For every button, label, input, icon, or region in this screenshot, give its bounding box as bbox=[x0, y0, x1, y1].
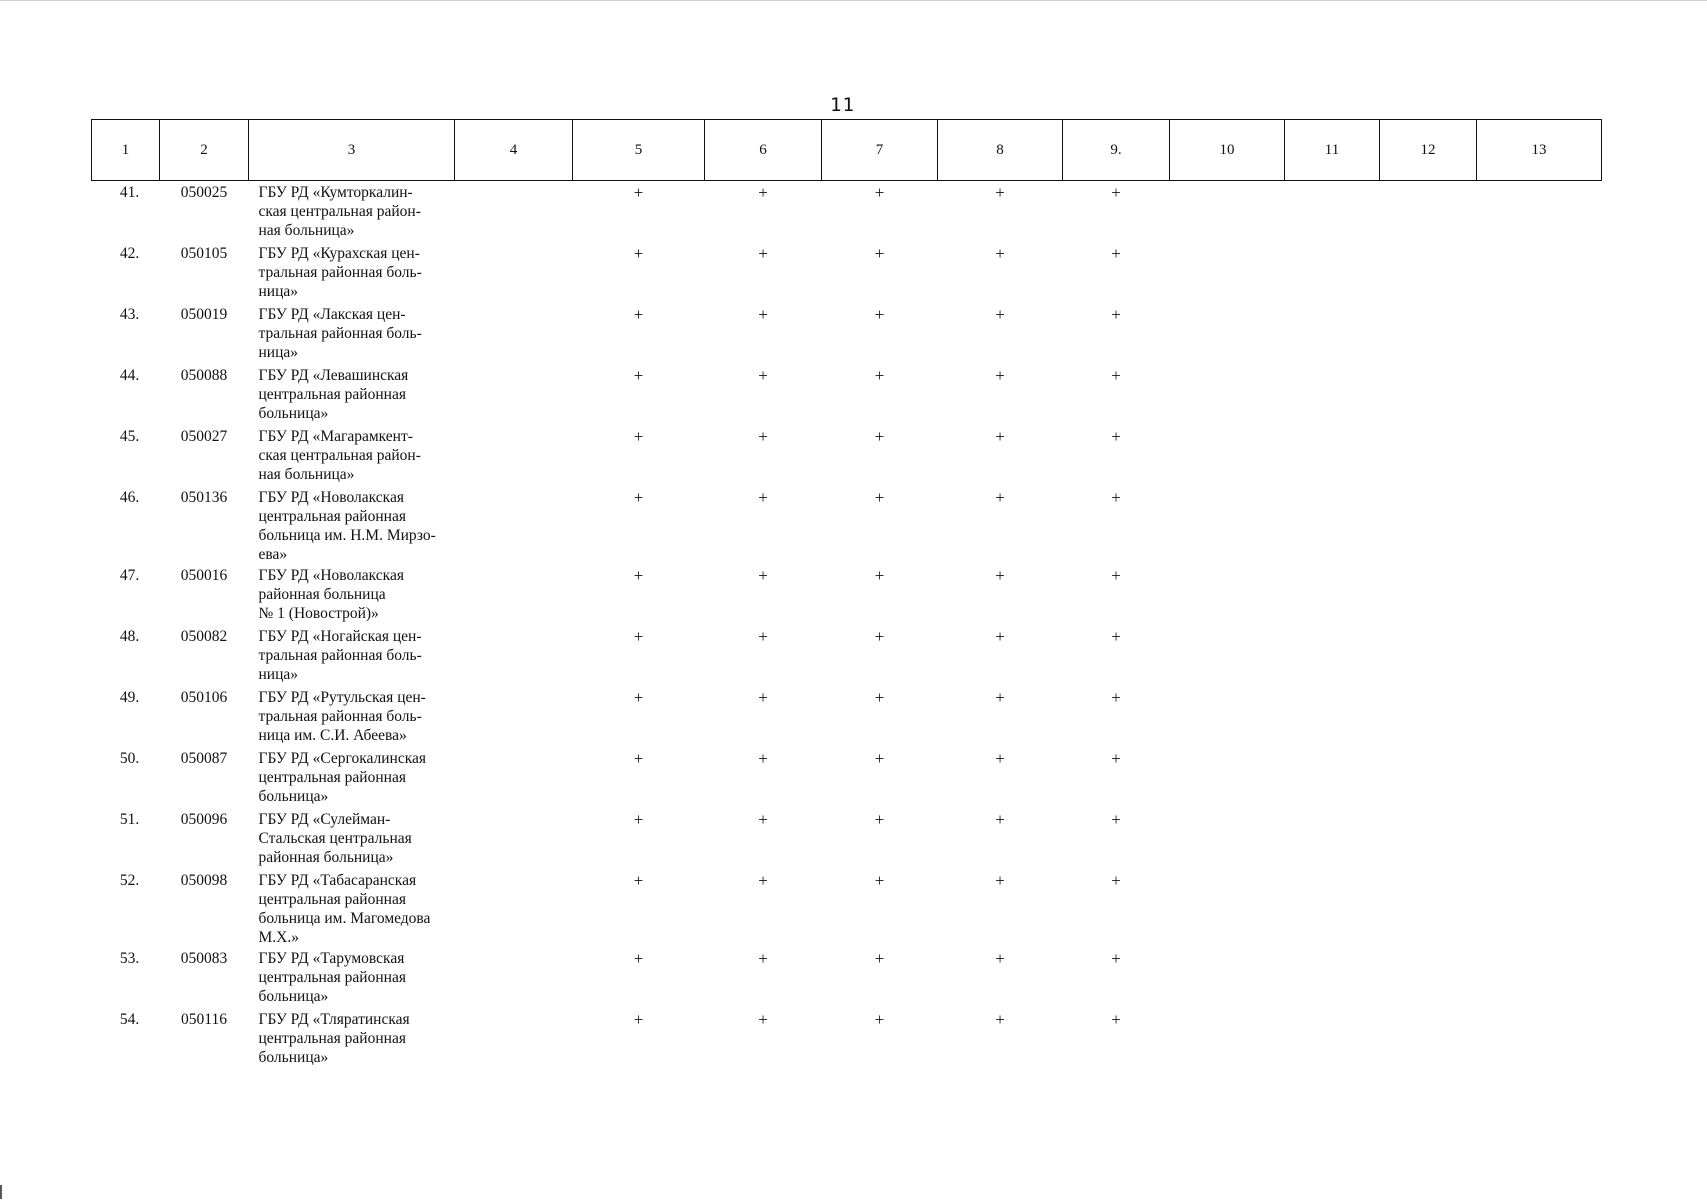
cell-col-11 bbox=[1285, 486, 1380, 564]
mark-col-7: + bbox=[874, 809, 885, 829]
institution-name bbox=[249, 869, 455, 947]
mark-col-8: + bbox=[995, 243, 1005, 263]
institution-name-line: больница» bbox=[258, 787, 329, 805]
cell-col-13 bbox=[1477, 808, 1602, 869]
institution-name bbox=[249, 486, 455, 564]
mark-col-6: + bbox=[758, 748, 768, 768]
institution-name-line: ГБУ РД «Тляратинская bbox=[258, 1010, 410, 1028]
institution-code: 050083 bbox=[180, 949, 228, 967]
cell-col-4 bbox=[455, 242, 573, 303]
cell-col-4 bbox=[455, 181, 573, 242]
cell-col-13 bbox=[1477, 625, 1602, 686]
mark-col-6: + bbox=[758, 365, 768, 385]
institution-name-line: больница им. Магомедова bbox=[258, 909, 431, 927]
mark-col-9: + bbox=[1111, 304, 1121, 324]
cell-col-12 bbox=[1380, 425, 1477, 486]
cell-col-11 bbox=[1285, 947, 1380, 1008]
institution-code: 050087 bbox=[180, 749, 228, 767]
institution-name-line: тральная районная боль- bbox=[258, 646, 422, 664]
column-header-11: 11 bbox=[1285, 120, 1380, 181]
institution-name-line: ГБУ РД «Табасаранская bbox=[258, 871, 417, 889]
cell-col-4 bbox=[455, 808, 573, 869]
cell-col-4 bbox=[455, 947, 573, 1008]
mark-col-9: + bbox=[1111, 948, 1121, 968]
row-number: 51. bbox=[119, 810, 140, 828]
header-row bbox=[92, 120, 1602, 181]
cell-col-10 bbox=[1170, 486, 1285, 564]
institution-name-line: больница им. Н.М. Мирзо- bbox=[258, 526, 436, 544]
institution-name-line: ГБУ РД «Ногайская цен- bbox=[258, 627, 422, 645]
mark-col-7: + bbox=[874, 626, 885, 646]
institution-code: 050027 bbox=[180, 427, 228, 445]
institution-name-line: Стальская центральная bbox=[258, 829, 412, 847]
institution-name-line: тральная районная боль- bbox=[258, 324, 422, 342]
mark-col-5: + bbox=[633, 870, 644, 890]
mark-col-7: + bbox=[874, 748, 885, 768]
page-number: 11 bbox=[830, 94, 855, 116]
institution-name-line: центральная районная bbox=[258, 1029, 406, 1047]
mark-col-6: + bbox=[758, 626, 768, 646]
cell-col-10 bbox=[1170, 686, 1285, 747]
table-body bbox=[92, 181, 1602, 1069]
cell-col-11 bbox=[1285, 747, 1380, 808]
table-row bbox=[92, 625, 1602, 686]
institution-name-line: ГБУ РД «Кумторкалин- bbox=[258, 184, 413, 201]
mark-col-6: + bbox=[758, 565, 768, 585]
cell-col-10 bbox=[1170, 564, 1285, 625]
institution-name-line: ГБУ РД «Курахская цен- bbox=[258, 244, 420, 262]
hospital-table bbox=[91, 119, 1602, 1069]
institution-name bbox=[249, 625, 455, 686]
institution-name bbox=[249, 1008, 455, 1069]
cell-col-10 bbox=[1170, 181, 1285, 242]
column-header-6: 6 bbox=[705, 120, 822, 181]
column-header-13: 13 bbox=[1477, 120, 1602, 181]
mark-col-6: + bbox=[758, 1009, 768, 1029]
table-row bbox=[92, 564, 1602, 625]
cell-col-12 bbox=[1380, 242, 1477, 303]
column-header-8: 8 bbox=[938, 120, 1063, 181]
table-row bbox=[92, 425, 1602, 486]
cell-col-4 bbox=[455, 425, 573, 486]
cell-col-13 bbox=[1477, 181, 1602, 242]
cell-col-11 bbox=[1285, 564, 1380, 625]
mark-col-5: + bbox=[633, 809, 644, 829]
cell-col-13 bbox=[1477, 686, 1602, 747]
institution-name-line: ная больница» bbox=[258, 465, 355, 483]
mark-col-5: + bbox=[633, 365, 644, 385]
institution-name-line: ГБУ РД «Сергокалинская bbox=[258, 749, 427, 767]
cell-col-4 bbox=[455, 564, 573, 625]
cell-col-4 bbox=[455, 364, 573, 425]
institution-name bbox=[249, 947, 455, 1008]
row-number: 48. bbox=[119, 627, 140, 645]
institution-name-line: центральная районная bbox=[258, 507, 406, 525]
table-header bbox=[92, 120, 1602, 181]
mark-col-5: + bbox=[633, 748, 644, 768]
mark-col-5: + bbox=[633, 183, 644, 202]
cell-col-10 bbox=[1170, 947, 1285, 1008]
mark-col-6: + bbox=[758, 687, 768, 707]
mark-col-6: + bbox=[758, 870, 768, 890]
institution-name-line: ская центральная район- bbox=[258, 203, 421, 220]
institution-name-line: № 1 (Новострой)» bbox=[258, 604, 379, 622]
mark-col-7: + bbox=[874, 426, 885, 446]
cell-col-10 bbox=[1170, 1008, 1285, 1069]
cell-col-13 bbox=[1477, 242, 1602, 303]
cell-col-10 bbox=[1170, 747, 1285, 808]
mark-col-9: + bbox=[1111, 870, 1121, 890]
cell-col-11 bbox=[1285, 425, 1380, 486]
table-row bbox=[92, 747, 1602, 808]
cell-col-12 bbox=[1380, 869, 1477, 947]
table-row bbox=[92, 181, 1602, 242]
institution-name-line: ГБУ РД «Сулейман- bbox=[258, 810, 391, 828]
mark-col-8: + bbox=[995, 948, 1005, 968]
cell-col-10 bbox=[1170, 303, 1285, 364]
institution-name-line: ская центральная район- bbox=[258, 446, 421, 464]
mark-col-6: + bbox=[758, 183, 768, 202]
mark-col-6: + bbox=[758, 426, 768, 446]
cell-col-11 bbox=[1285, 686, 1380, 747]
institution-name-line: ница» bbox=[258, 665, 299, 683]
cell-col-11 bbox=[1285, 242, 1380, 303]
institution-name-line: районная больница bbox=[258, 585, 386, 603]
row-number: 41. bbox=[119, 184, 140, 201]
mark-col-8: + bbox=[995, 183, 1005, 202]
column-header-9: 9. bbox=[1063, 120, 1170, 181]
institution-name-line: ГБУ РД «Левашинская bbox=[258, 366, 409, 384]
column-header-12: 12 bbox=[1380, 120, 1477, 181]
column-header-7: 7 bbox=[822, 120, 938, 181]
mark-col-5: + bbox=[633, 948, 644, 968]
institution-code: 050025 bbox=[180, 184, 228, 201]
row-number: 50. bbox=[119, 749, 140, 767]
mark-col-7: + bbox=[874, 243, 885, 263]
table-row bbox=[92, 1008, 1602, 1069]
institution-name-line: ГБУ РД «Новолакская bbox=[258, 488, 404, 506]
cell-col-10 bbox=[1170, 364, 1285, 425]
table-row bbox=[92, 303, 1602, 364]
mark-col-6: + bbox=[758, 304, 768, 324]
row-number: 47. bbox=[119, 566, 140, 584]
cell-col-4 bbox=[455, 625, 573, 686]
row-number: 52. bbox=[119, 871, 140, 889]
row-number: 44. bbox=[119, 366, 140, 384]
institution-name-line: ная больница» bbox=[258, 222, 355, 239]
cell-col-10 bbox=[1170, 425, 1285, 486]
institution-code: 050096 bbox=[180, 810, 228, 828]
institution-code: 050088 bbox=[180, 366, 228, 384]
mark-col-7: + bbox=[874, 948, 885, 968]
cell-col-12 bbox=[1380, 947, 1477, 1008]
column-header-2: 2 bbox=[160, 120, 249, 181]
mark-col-9: + bbox=[1111, 426, 1121, 446]
mark-col-6: + bbox=[758, 948, 768, 968]
mark-col-7: + bbox=[874, 565, 885, 585]
institution-code: 050116 bbox=[181, 1010, 227, 1028]
column-header-3: 3 bbox=[249, 120, 455, 181]
cell-col-4 bbox=[455, 869, 573, 947]
cell-col-4 bbox=[455, 747, 573, 808]
mark-col-5: + bbox=[633, 626, 644, 646]
table-row bbox=[92, 808, 1602, 869]
table-row bbox=[92, 947, 1602, 1008]
mark-col-8: + bbox=[995, 870, 1005, 890]
cell-col-10 bbox=[1170, 242, 1285, 303]
cell-col-12 bbox=[1380, 686, 1477, 747]
hospital-table-wrapper bbox=[91, 119, 1601, 1069]
institution-name-line: ница» bbox=[258, 282, 299, 300]
row-number: 43. bbox=[119, 305, 140, 323]
institution-name-line: ГБУ РД «Рутульская цен- bbox=[258, 688, 426, 706]
mark-col-6: + bbox=[758, 487, 768, 507]
cell-col-13 bbox=[1477, 303, 1602, 364]
mark-col-5: + bbox=[633, 304, 644, 324]
cell-col-11 bbox=[1285, 808, 1380, 869]
mark-col-7: + bbox=[874, 687, 885, 707]
institution-name bbox=[249, 425, 455, 486]
mark-col-5: + bbox=[633, 426, 644, 446]
cell-col-12 bbox=[1380, 625, 1477, 686]
mark-col-7: + bbox=[874, 304, 885, 324]
mark-col-8: + bbox=[995, 565, 1005, 585]
mark-col-6: + bbox=[758, 243, 768, 263]
mark-col-7: + bbox=[874, 365, 885, 385]
institution-code: 050016 bbox=[180, 566, 228, 584]
cell-col-12 bbox=[1380, 181, 1477, 242]
cell-col-13 bbox=[1477, 747, 1602, 808]
mark-col-9: + bbox=[1111, 748, 1121, 768]
institution-name-line: больница» bbox=[258, 987, 329, 1005]
institution-name bbox=[249, 808, 455, 869]
scan-top-edge bbox=[0, 0, 1707, 1]
scan-edge-mark bbox=[0, 1185, 2, 1199]
mark-col-5: + bbox=[633, 565, 644, 585]
institution-name-line: больница» bbox=[258, 404, 329, 422]
cell-col-4 bbox=[455, 486, 573, 564]
cell-col-10 bbox=[1170, 869, 1285, 947]
cell-col-12 bbox=[1380, 1008, 1477, 1069]
table-row bbox=[92, 364, 1602, 425]
row-number: 46. bbox=[119, 488, 140, 506]
column-header-10: 10 bbox=[1170, 120, 1285, 181]
cell-col-12 bbox=[1380, 747, 1477, 808]
cell-col-12 bbox=[1380, 564, 1477, 625]
table-row bbox=[92, 686, 1602, 747]
institution-code: 050082 bbox=[180, 627, 228, 645]
mark-col-5: + bbox=[633, 1009, 644, 1029]
institution-code: 050106 bbox=[180, 688, 228, 706]
cell-col-11 bbox=[1285, 364, 1380, 425]
institution-name-line: ГБУ РД «Тарумовская bbox=[258, 949, 405, 967]
institution-name-line: центральная районная bbox=[258, 890, 406, 908]
cell-col-10 bbox=[1170, 808, 1285, 869]
cell-col-11 bbox=[1285, 181, 1380, 242]
institution-name-line: тральная районная боль- bbox=[258, 263, 422, 281]
mark-col-7: + bbox=[874, 870, 885, 890]
column-header-4: 4 bbox=[455, 120, 573, 181]
mark-col-9: + bbox=[1111, 365, 1121, 385]
mark-col-5: + bbox=[633, 487, 644, 507]
mark-col-5: + bbox=[633, 243, 644, 263]
cell-col-11 bbox=[1285, 625, 1380, 686]
cell-col-4 bbox=[455, 686, 573, 747]
cell-col-4 bbox=[455, 303, 573, 364]
mark-col-8: + bbox=[995, 626, 1005, 646]
institution-name bbox=[249, 564, 455, 625]
mark-col-8: + bbox=[995, 487, 1005, 507]
mark-col-7: + bbox=[874, 1009, 885, 1029]
mark-col-8: + bbox=[995, 304, 1005, 324]
mark-col-7: + bbox=[874, 487, 885, 507]
institution-name-line: центральная районная bbox=[258, 768, 406, 786]
institution-name-line: ГБУ РД «Лакская цен- bbox=[258, 305, 406, 323]
institution-name bbox=[249, 747, 455, 808]
mark-col-9: + bbox=[1111, 565, 1121, 585]
institution-name bbox=[249, 242, 455, 303]
mark-col-9: + bbox=[1111, 243, 1121, 263]
institution-name-line: районная больница» bbox=[258, 848, 394, 866]
mark-col-8: + bbox=[995, 809, 1005, 829]
cell-col-12 bbox=[1380, 808, 1477, 869]
mark-col-9: + bbox=[1111, 626, 1121, 646]
institution-name-line: ница» bbox=[258, 343, 299, 361]
institution-code: 050136 bbox=[180, 488, 228, 506]
institution-name bbox=[249, 181, 455, 242]
mark-col-8: + bbox=[995, 365, 1005, 385]
cell-col-12 bbox=[1380, 486, 1477, 564]
cell-col-10 bbox=[1170, 625, 1285, 686]
mark-col-9: + bbox=[1111, 1009, 1121, 1029]
institution-name-line: центральная районная bbox=[258, 385, 406, 403]
institution-name-line: ница им. С.И. Абеева» bbox=[258, 726, 407, 744]
row-number: 49. bbox=[119, 688, 140, 706]
mark-col-9: + bbox=[1111, 183, 1121, 202]
table-row bbox=[92, 486, 1602, 564]
row-number: 42. bbox=[119, 244, 140, 262]
cell-col-13 bbox=[1477, 869, 1602, 947]
institution-name-line: ГБУ РД «Магарамкент- bbox=[258, 427, 413, 445]
mark-col-8: + bbox=[995, 1009, 1005, 1029]
institution-name-line: больница» bbox=[258, 1048, 329, 1066]
column-header-1: 1 bbox=[92, 120, 160, 181]
institution-name bbox=[249, 686, 455, 747]
mark-col-7: + bbox=[874, 183, 885, 202]
cell-col-11 bbox=[1285, 1008, 1380, 1069]
row-number: 45. bbox=[119, 427, 140, 445]
cell-col-11 bbox=[1285, 869, 1380, 947]
institution-name bbox=[249, 303, 455, 364]
cell-col-4 bbox=[455, 1008, 573, 1069]
mark-col-9: + bbox=[1111, 687, 1121, 707]
cell-col-12 bbox=[1380, 303, 1477, 364]
institution-code: 050105 bbox=[180, 244, 228, 262]
cell-col-13 bbox=[1477, 1008, 1602, 1069]
cell-col-13 bbox=[1477, 486, 1602, 564]
institution-code: 050098 bbox=[180, 871, 228, 889]
mark-col-6: + bbox=[758, 809, 768, 829]
cell-col-11 bbox=[1285, 303, 1380, 364]
mark-col-9: + bbox=[1111, 809, 1121, 829]
table-row bbox=[92, 869, 1602, 947]
row-number: 54. bbox=[119, 1010, 140, 1028]
institution-name-line: ГБУ РД «Новолакская bbox=[258, 566, 404, 584]
cell-col-13 bbox=[1477, 425, 1602, 486]
institution-code: 050019 bbox=[180, 305, 228, 323]
cell-col-12 bbox=[1380, 364, 1477, 425]
institution-name-line: тральная районная боль- bbox=[258, 707, 422, 725]
cell-col-13 bbox=[1477, 947, 1602, 1008]
mark-col-8: + bbox=[995, 687, 1005, 707]
institution-name bbox=[249, 364, 455, 425]
column-header-5: 5 bbox=[573, 120, 705, 181]
table-row bbox=[92, 242, 1602, 303]
institution-name-line: М.Х.» bbox=[258, 928, 299, 946]
cell-col-13 bbox=[1477, 564, 1602, 625]
cell-col-13 bbox=[1477, 364, 1602, 425]
mark-col-8: + bbox=[995, 748, 1005, 768]
mark-col-9: + bbox=[1111, 487, 1121, 507]
mark-col-5: + bbox=[633, 687, 644, 707]
row-number: 53. bbox=[119, 949, 140, 967]
institution-name-line: ева» bbox=[258, 545, 288, 563]
institution-name-line: центральная районная bbox=[258, 968, 406, 986]
mark-col-8: + bbox=[995, 426, 1005, 446]
